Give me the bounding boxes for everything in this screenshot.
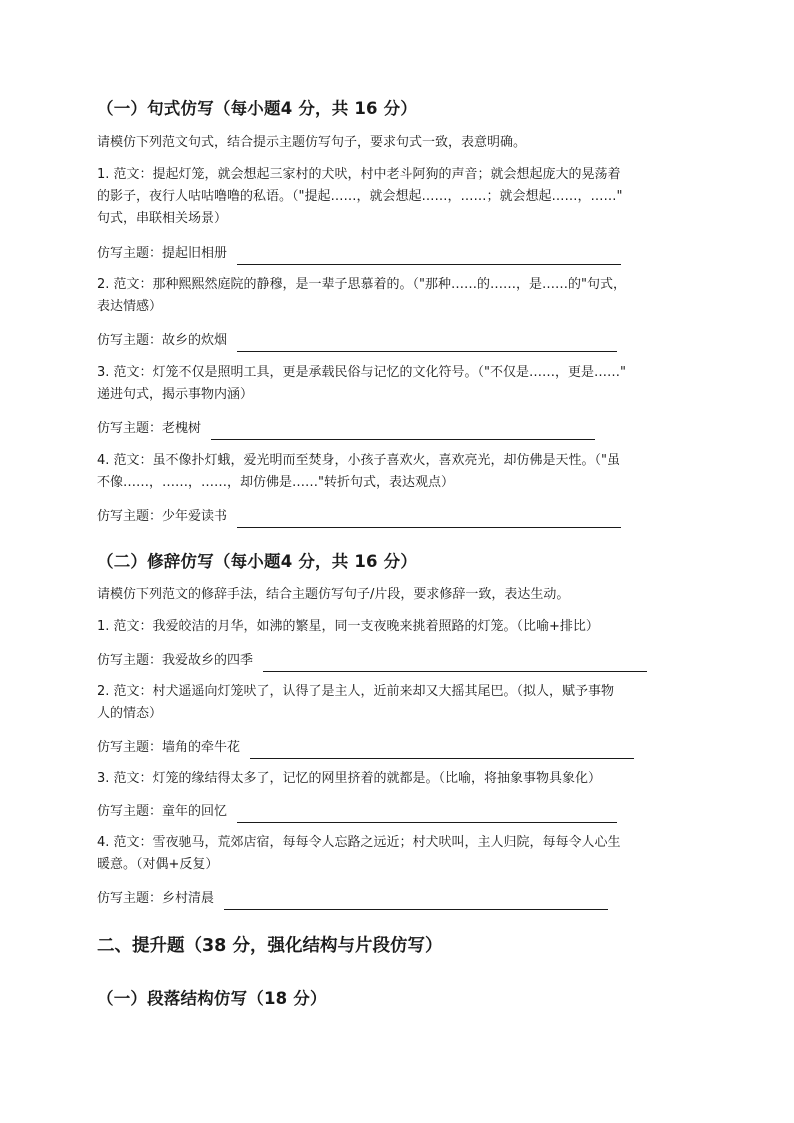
example-line: 3. 范文：灯笼的缘结得太多了，记忆的网里挤着的就都是。（比喻，将抽象事物具象化） bbox=[97, 771, 602, 786]
answer-blank[interactable] bbox=[237, 807, 617, 823]
example-line: 不像……，……，……，却仿佛是……"转折句式，表达观点） bbox=[97, 475, 454, 490]
task-label: 仿写主题：我爱故乡的四季 bbox=[97, 653, 254, 668]
example-line: 1. 范文：我爱皎洁的月华，如沸的繁星，同一支夜晚来挑着照路的灯笼。（比喻+排比） bbox=[97, 619, 599, 634]
answer-blank[interactable] bbox=[211, 424, 595, 440]
example-paragraph bbox=[97, 616, 697, 638]
example-paragraph bbox=[97, 681, 697, 725]
answer-blank[interactable] bbox=[224, 894, 608, 910]
task-label: 仿写主题：老槐树 bbox=[97, 421, 202, 436]
example-line: 人的情态） bbox=[97, 706, 163, 721]
instruction-text: 请模仿下列范文句式，结合提示主题仿写句子，要求句式一致，表意明确。 bbox=[97, 135, 527, 150]
section-heading-paragraph-structure: （一）段落结构仿写（18 分） bbox=[97, 989, 327, 1008]
example-line: 2. 范文：那种熙熙然庭院的静穆，是一辈子思慕着的。（"那种……的……，是……的"句式， bbox=[97, 277, 626, 292]
task-label: 仿写主题：童年的回忆 bbox=[97, 804, 228, 819]
example-line: 1. 范文：提起灯笼，就会想起三家村的犬吠，村中老斗阿狗的声音；就会想起庞大的晃荡着 bbox=[97, 167, 621, 182]
writing-task bbox=[97, 243, 621, 265]
example-paragraph bbox=[97, 274, 697, 318]
answer-blank[interactable] bbox=[237, 512, 621, 528]
writing-task bbox=[97, 650, 647, 672]
example-paragraph bbox=[97, 450, 697, 494]
example-line: 4. 范文：雪夜驰马，荒郊店宿，每每令人忘路之远近；村犬吠叫，主人归院，每每令人心生 bbox=[97, 835, 621, 850]
writing-task bbox=[97, 801, 617, 823]
example-line: 3. 范文：灯笼不仅是照明工具，更是承载民俗与记忆的文化符号。（"不仅是……，更是……" bbox=[97, 365, 626, 380]
section-heading-rhetoric-imitation: （二）修辞仿写（每小题4 分，共 16 分） bbox=[97, 552, 418, 571]
example-line: 表达情感） bbox=[97, 299, 163, 314]
example-line: 句式，串联相关场景） bbox=[97, 211, 228, 226]
example-line: 的影子，夜行人咕咕噜噜的私语。（"提起……，就会想起……，……；就会想起……，……" bbox=[97, 189, 623, 204]
task-label: 仿写主题：故乡的炊烟 bbox=[97, 333, 228, 348]
answer-blank[interactable] bbox=[237, 336, 617, 352]
example-paragraph bbox=[97, 768, 697, 790]
instruction-text: 请模仿下列范文的修辞手法，结合主题仿写句子/片段，要求修辞一致，表达生动。 bbox=[97, 587, 570, 602]
writing-task bbox=[97, 330, 617, 352]
example-line: 递进句式，揭示事物内涵） bbox=[97, 387, 254, 402]
answer-blank[interactable] bbox=[250, 743, 634, 759]
writing-task bbox=[97, 888, 608, 910]
answer-blank[interactable] bbox=[237, 249, 621, 265]
part-heading-advanced: 二、提升题（38 分，强化结构与片段仿写） bbox=[97, 936, 443, 956]
answer-blank[interactable] bbox=[263, 656, 647, 672]
section-heading-sentence-imitation: （一）句式仿写（每小题4 分，共 16 分） bbox=[97, 99, 418, 118]
example-paragraph bbox=[97, 362, 697, 406]
example-line: 4. 范文：虽不像扑灯蛾，爱光明而至焚身，小孩子喜欢火，喜欢亮光，却仿佛是天性。（"虽 bbox=[97, 453, 621, 468]
example-line: 2. 范文：村犬遥遥向灯笼吠了，认得了是主人，近前来却又大摇其尾巴。（拟人，赋予事物 bbox=[97, 684, 615, 699]
example-paragraph bbox=[97, 832, 697, 876]
writing-task bbox=[97, 418, 595, 440]
task-label: 仿写主题：乡村清晨 bbox=[97, 891, 215, 906]
writing-task bbox=[97, 737, 634, 759]
writing-task bbox=[97, 506, 621, 528]
task-label: 仿写主题：少年爱读书 bbox=[97, 509, 228, 524]
task-label: 仿写主题：提起旧相册 bbox=[97, 246, 228, 261]
example-paragraph bbox=[97, 164, 697, 230]
task-label: 仿写主题：墙角的牵牛花 bbox=[97, 740, 241, 755]
example-line: 暖意。（对偶+反复） bbox=[97, 857, 219, 872]
